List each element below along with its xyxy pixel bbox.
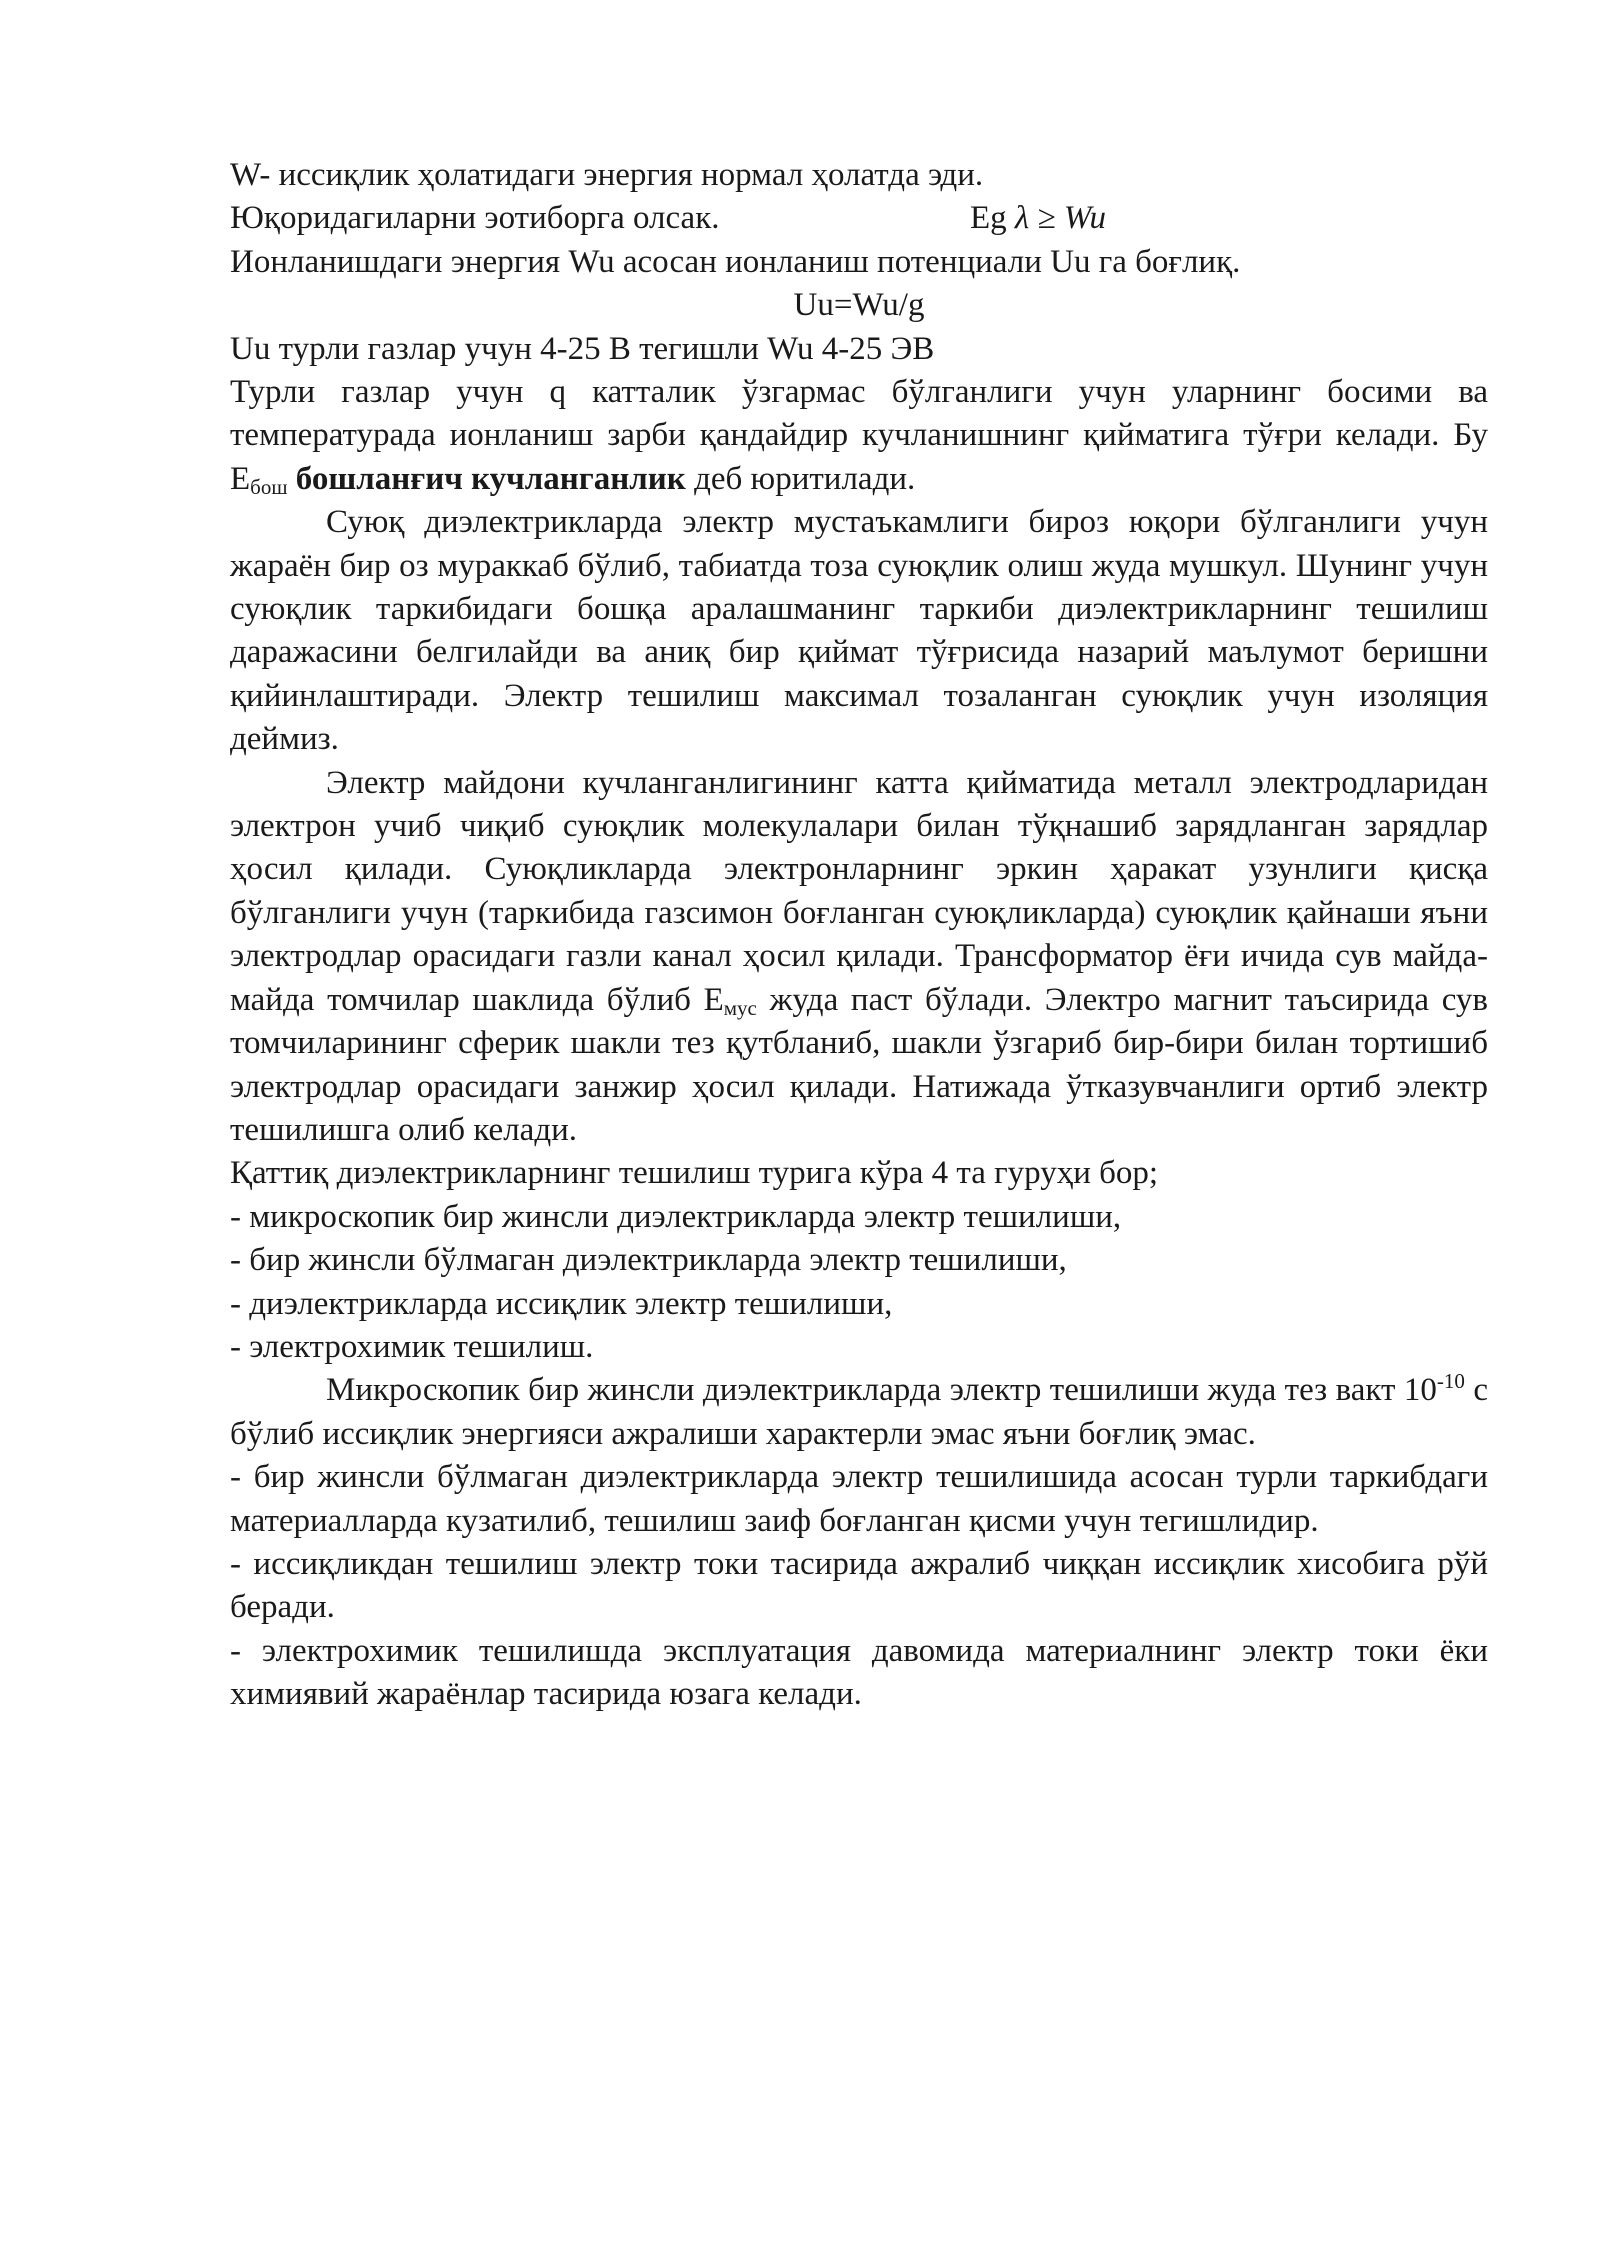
paragraph-electric-field: Электр майдони кучланганлигининг катта қийматида металл электродларидан электрон учиб чиқиб суюқлик молекулалари билан тўқнашиб зарядланган зарядлар ҳосил қилади. Суюқликларда электронларнинг эркин ҳаракат узунлиги қисқа бўлганлиги учун (таркибида газсимон боғланган суюқликларда) суюқлик қайнаши яъни электродлар орасидаги газли канал ҳосил қилади. Трансформатор ёғи ичида сув майда-майда томчилар шаклида бўлиб $E_{мус}$ жуда паст бўлади. Электро магнит таъсирида сув томчиларининг сферик шакли тез қутбланиб, шакли ўзгариб бир-бири билан тортишиб электродлар орасидаги занжир ҳосил қилади. Натижада ўтказувчанлиги ортиб электр тешилишга олиб келади. [230,764,1488,1148]
subscript-mus: мус [723,995,757,1020]
document-page [230,154,1488,1717]
line-gases-range: Uu турли газлар учун 4-25 В тегишли Wu 4-25 ЭВ [230,330,935,367]
list-item: - диэлектрикларда иссиқлик электр тешилиши, [230,1285,893,1322]
bold-term: бошланғич кучланганлик [287,460,686,497]
considering-text: Юқоридагиларни эотиборга олсак. [230,200,720,237]
superscript-exponent: -10 [1436,1369,1465,1394]
list-item: - электрохимик тешилиш. [230,1328,594,1365]
line-heat-energy: W- иссиқлик ҳолатидаги энергия нормал ҳолатда эди. [230,157,984,193]
inequality-rest: λ ≥ Wu [1014,200,1106,237]
paragraph-nonhomogeneous: - бир жинсли бўлмаган диэлектрикларда электр тешилишида асосан турли таркибдаги материалларда кузатилиб, тешилиш заиф боғланган қисми учун тегишлидир. [230,1459,1488,1539]
paragraph-liquid-dielectrics: Суюқ диэлектрикларда электр мустаъкамлиги бироз юқори бўлганлиги учун жараён бир оз мураккаб бўлиб, табиатда тоза суюқлик олиш жуда мушкул. Шунинг учун суюқлик таркибидаги бошқа аралашманинг таркиби диэлектрикларнинг тешилиш даражасини белгилайди ва аниқ бир қиймат тўғрисида назарий маълумот беришни қийинлаштиради. Электр тешилиш максимал тозаланган суюқлик учун изоляция деймиз. [230,504,1488,758]
list-item: - бир жинсли бўлмаган диэлектрикларда электр тешилиши, [230,1242,1067,1279]
formula-uu: Uu=Wu/g [793,287,925,324]
list-intro: Қаттиқ диэлектрикларнинг тешилиш турига кўра 4 та гуруҳи бор; [230,1155,1159,1192]
paragraph-gases: Турли газлар учун q катталик ўзгармас бўлганлиги учун уларнинг босими ва температурада ионланиш зарби қандайдир кучланишнинг қийматига тўғри келади. Бу $E_{бош}$ бошланғич кучланганлик деб юритилади. [230,374,1488,499]
line-considering [230,197,1488,240]
subscript-bosh: бош [250,474,288,499]
inequality-formula: Eg λ ≥ Wu [970,200,1106,237]
paragraph-microscopic: Микроскопик бир жинсли диэлектрикларда электр тешилиши жуда тез вакт $10^{-10}$ с бўлиб иссиқлик энергияси ажралиши характерли эмас яъни боғлиқ эмас. [230,1369,1489,1452]
paragraph-thermal: - иссиқликдан тешилиш электр токи тасирида ажралиб чиққан иссиқлик хисобига рўй беради. [230,1545,1488,1626]
line-ionization: Ионланишдаги энергия Wu асосан ионланиш потенциали Uu га боғлиқ. [230,243,1241,280]
list-item: - микроскопик бир жинсли диэлектрикларда электр тешилиши, [230,1198,1122,1235]
paragraph-electrochemical: - электрохимик тешилишда эксплуатация давомида материалнинг электр токи ёки химиявий жараёнлар тасирида юзага келади. [230,1632,1488,1713]
